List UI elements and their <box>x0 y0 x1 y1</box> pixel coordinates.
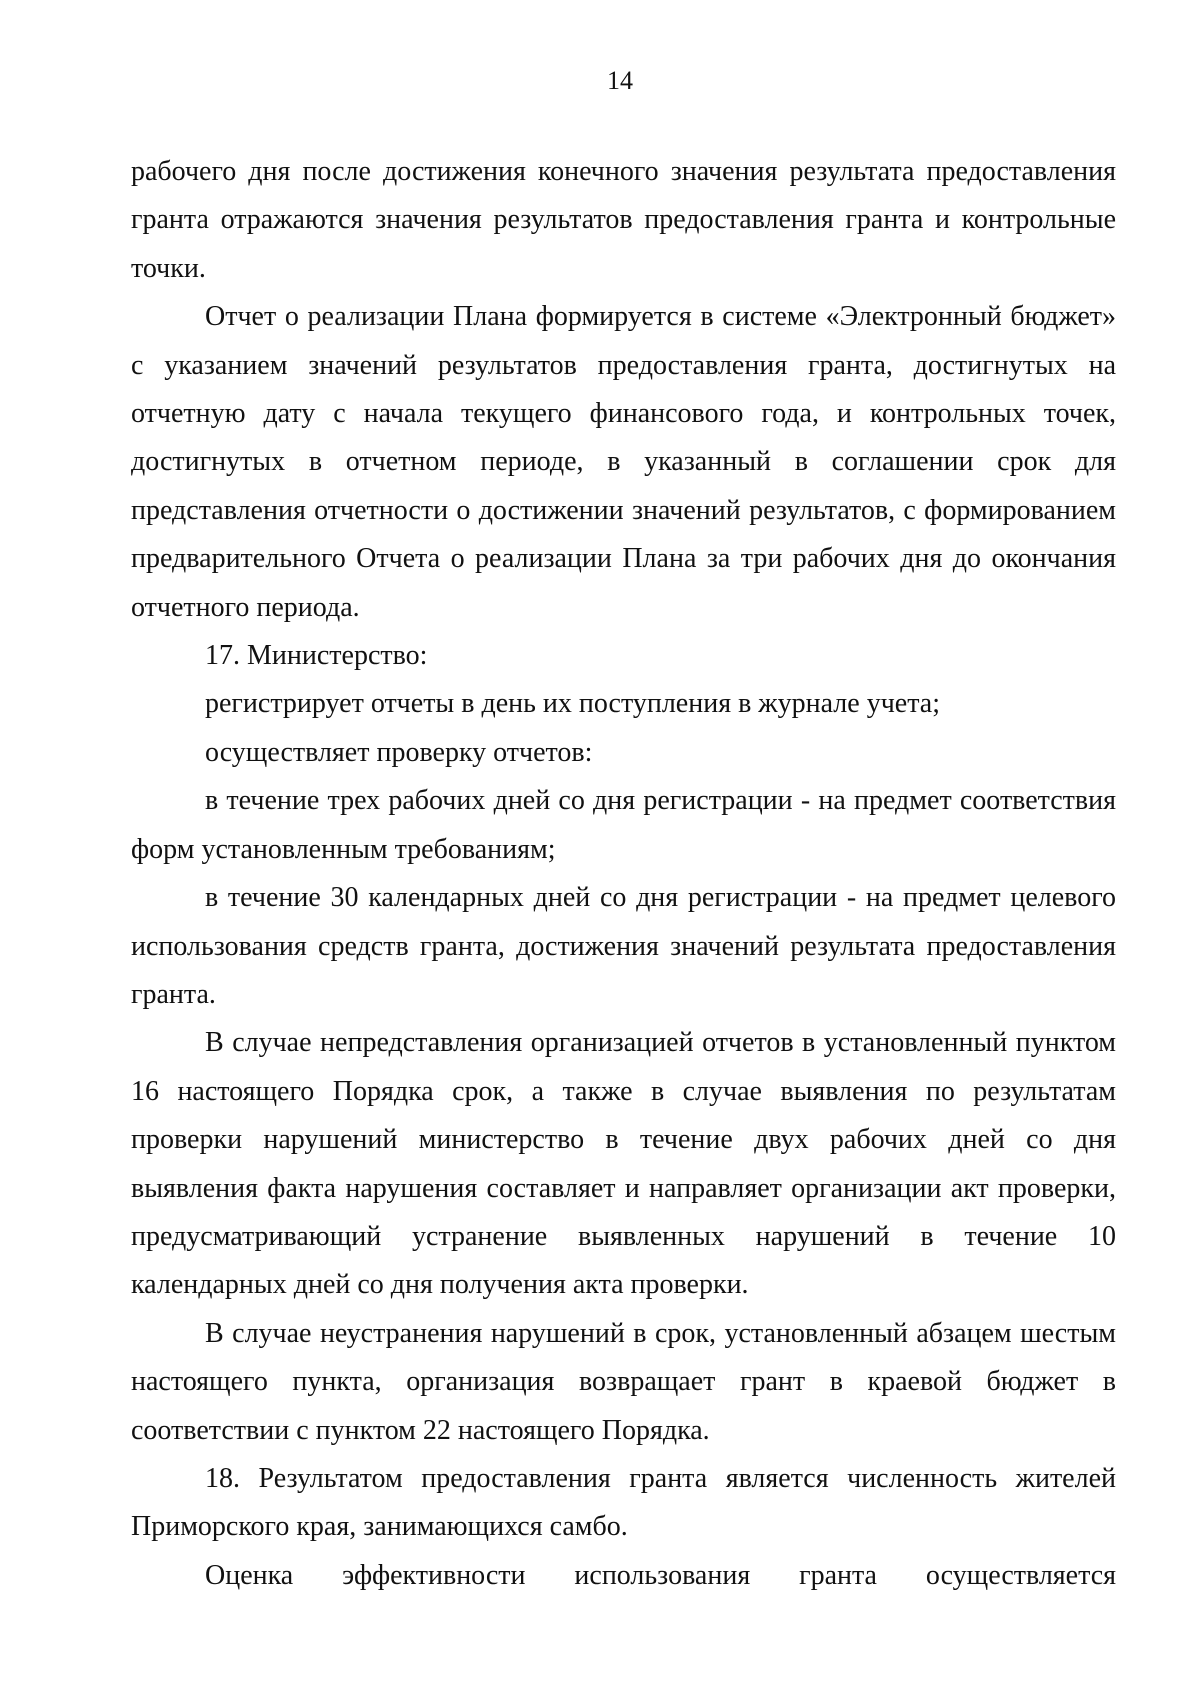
paragraph-item-18: 18. Результатом предоставления гранта является численность жителей Приморского края, занимающихся самбо. <box>131 1462 1116 1543</box>
paragraph-efficiency: Оценка эффективности использования гранта осуществляется <box>205 1559 1116 1591</box>
paragraph-checks-reports: осуществляет проверку отчетов: <box>205 736 593 768</box>
document-body <box>131 148 1116 1600</box>
paragraph-continuation: рабочего дня после достижения конечного значения результата предоставления гранта отражаются значения результатов предоставления гранта и контрольные точки. <box>131 156 1116 284</box>
paragraph-item-17: 17. Министерство: <box>205 640 428 672</box>
paragraph-nonremediation: В случае неустранения нарушений в срок, установленный абзацем шестым настоящего пункта, организация возвращает грант в краевой бюджет в соответствии с пунктом 22 настоящего Порядка. <box>131 1317 1116 1446</box>
paragraph-registers-reports: регистрирует отчеты в день их поступления в журнале учета; <box>205 688 940 720</box>
paragraph-thirty-days: в течение 30 календарных дней со дня регистрации - на предмет целевого использования средств гранта, достижения значений результата предоставления гранта. <box>131 882 1116 1010</box>
paragraph-three-days: в течение трех рабочих дней со дня регистрации - на предмет соответствия форм установленным требованиям; <box>131 785 1116 865</box>
paragraph-nonsubmission: В случае непредставления организацией отчетов в установленный пунктом 16 настоящего Порядка срок, а также в случае выявления по результатам проверки нарушений министерство в течение двух рабочих дней со дня выявления факта нарушения составляет и направляет организации акт проверки, предусматривающий устранение выявленных нарушений в течение 10 календарных дней со дня получения акта проверки. <box>131 1027 1116 1301</box>
paragraph-report-plan: Отчет о реализации Плана формируется в системе «Электронный бюджет» с указанием значений результатов предоставления гранта, достигнутых на отчетную дату с начала текущего финансового года, и контрольных точек, достигнутых в отчетном периоде, в указанный в соглашении срок для представления отчетности о достижении значений результатов, с формированием предварительного Отчета о реализации Плана за три рабочих дня до окончания отчетного периода. <box>131 301 1116 623</box>
page-number: 14 <box>607 66 633 95</box>
